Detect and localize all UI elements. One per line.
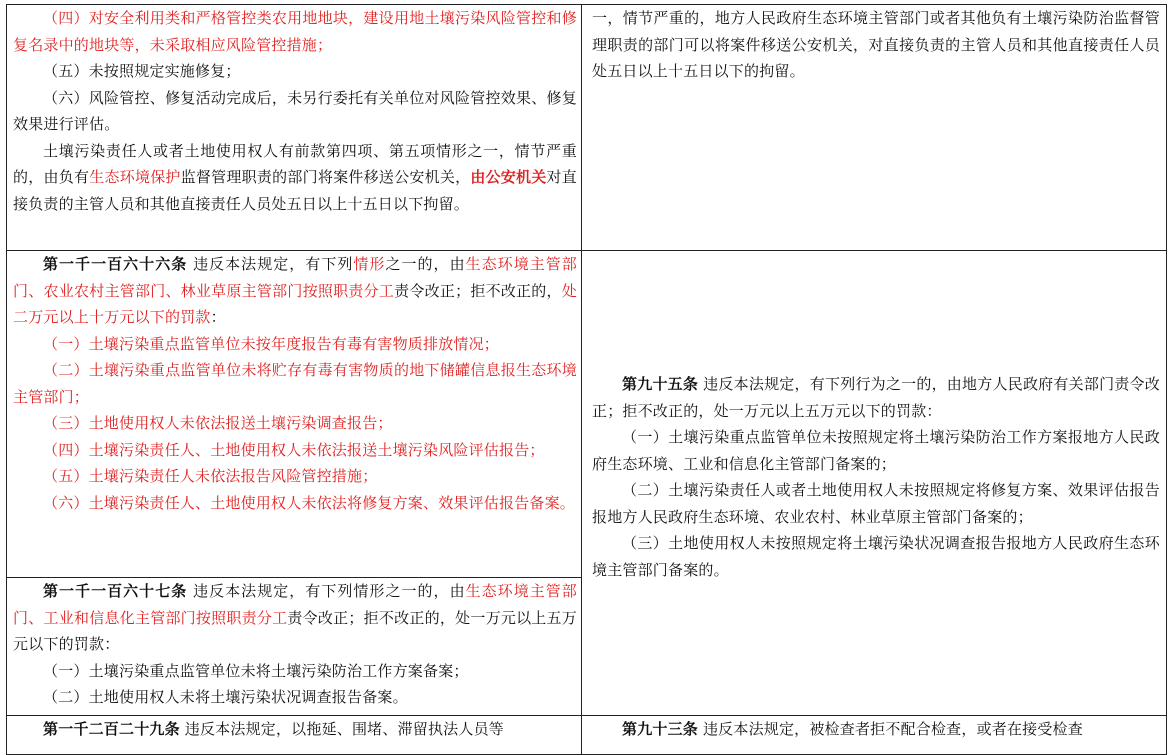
paragraph [582,477,1166,530]
paragraph [7,58,581,85]
cell-row3-left [6,577,582,716]
text-segment: ： [210,308,226,326]
highlighted-text: （四）土壤污染责任人、土地使用权人未依法报送土壤污染风险评估报告； [43,440,545,459]
paragraph [7,658,581,685]
text-segment: 违反本法规定，有下列情形之一的，由 [187,582,466,600]
article-number: 第九十三条 [622,720,699,738]
text-segment: 责令改正；拒不改正的，处一万元以上五万元以下的罚款： [13,608,577,653]
article-number: 第九十五条 [622,375,699,393]
highlighted-text: （一）土壤污染重点监管单位未按年度报告有毒有害物质排放情况； [43,334,500,353]
text-segment: 一，情节严重的，地方人民政府生态环境主管部门或者其他负有土壤污染防治监督管理职责的部门可以将案件移送公安机关，对直接负责的主管人员和其他直接责任人员处五日以上十五日以下的拘留。 [592,9,1160,80]
text-segment: （五）未按照规定实施修复； [43,62,241,80]
text-segment: （六）风险管控、修复活动完成后，未另行委托有关单位对风险管控效果、修复效果进行评估。 [13,88,577,133]
paragraph [7,578,581,658]
highlighted-text: （四）对安全利用类和严格管控类农用地地块，建设用地土壤污染风险管控和修复名录中的地块等，未采取相应风险管控措施； [13,9,577,54]
paragraph [7,463,581,490]
text-segment: （二）土壤污染责任人或者土地使用权人未按照规定将修复方案、效果评估报告报地方人民政府生态环境、农业农村、林业草原主管部门备案的； [592,481,1160,526]
cell-row1-left [6,4,582,251]
text-segment: 监督管理职责的部门将案件移送公安机关， [180,168,471,186]
highlighted-text: （二）土壤污染重点监管单位未将贮存有毒有害物质的地下储罐信息报生态环境主管部门； [13,361,577,406]
cell-row4-right [581,715,1167,755]
paragraph [7,85,581,138]
text-segment: 违反本法规定，有下列行为之一的，由地方人民政府有关部门责令改正；拒不改正的，处一万元以上五万元以下的罚款： [592,375,1160,420]
cell-row2-left [6,250,582,578]
highlighted-text: （三）土地使用权人未依法报送土壤污染调查报告； [43,414,393,432]
text-segment: （一）土壤污染重点监管单位未按照规定将土壤污染防治工作方案报地方人民政府生态环境、工业和信息化主管部门备案的； [592,428,1160,473]
paragraph [582,424,1166,477]
highlighted-text: 生态环境主管部门、工业和信息化主管部门按照职责分工 [13,582,577,627]
cell-row23-right [581,250,1167,716]
text-segment: 对直接负责的主管人员和其他直接责任人员处五日以上十五日以下拘留。 [13,168,577,213]
article-number: 第一千一百六十六条 [43,255,188,273]
highlighted-text: （六）土壤污染责任人、土地使用权人未依法将修复方案、效果评估报告备案。 [43,493,576,512]
text-segment: 违反本法规定，以拖延、围堵、滞留执法人员等 [179,720,504,738]
cell-row1-right [581,4,1167,251]
text-segment: 违反本法规定，有下列 [187,255,354,273]
highlighted-text: 处二万元以上十万元以下的罚款 [13,281,577,326]
paragraph [7,716,581,743]
text-segment: 违反本法规定，被检查者拒不配合检查，或者在接受检查 [698,720,1083,738]
text-segment: 之一的，由 [385,255,466,273]
text-segment: （一）土壤污染重点监管单位未将土壤污染防治工作方案备案； [43,661,469,680]
paragraph [7,410,581,437]
paragraph [582,5,1166,85]
paragraph [7,437,581,464]
paragraph [7,138,581,218]
highlighted-text: 生态环境主管部门、农业农村主管部门、林业草原主管部门按照职责分工 [13,255,577,300]
paragraph [582,716,1166,743]
highlighted-text: 生态环境保护 [89,168,181,186]
cell-row4-left [6,715,582,755]
paragraph [582,371,1166,424]
paragraph [7,357,581,410]
text-segment: （三）土地使用权人未按照规定将土壤污染状况调查报告报地方人民政府生态环境主管部门备案的。 [592,534,1160,579]
article-number: 第一千二百二十九条 [43,720,180,738]
paragraph [7,331,581,358]
highlighted-text: 情形 [353,255,386,273]
text-segment: 土壤污染责任人或者土地使用权人有前款第四项、第五项情形之一，情节严重的，由负有 [13,141,577,186]
paragraph [7,490,581,517]
paragraph [7,251,581,331]
paragraph [7,5,581,58]
comparison-table [6,4,1166,749]
article-number: 由公安机关 [470,168,547,186]
text-segment: 责令改正；拒不改正的， [394,281,562,300]
text-segment: （二）土地使用权人未将土壤污染状况调查报告备案。 [43,688,408,706]
highlighted-text: （五）土壤污染责任人未依法报告风险管控措施； [43,467,378,485]
paragraph [7,684,581,711]
article-number: 第一千一百六十七条 [43,582,188,600]
paragraph [582,530,1166,583]
